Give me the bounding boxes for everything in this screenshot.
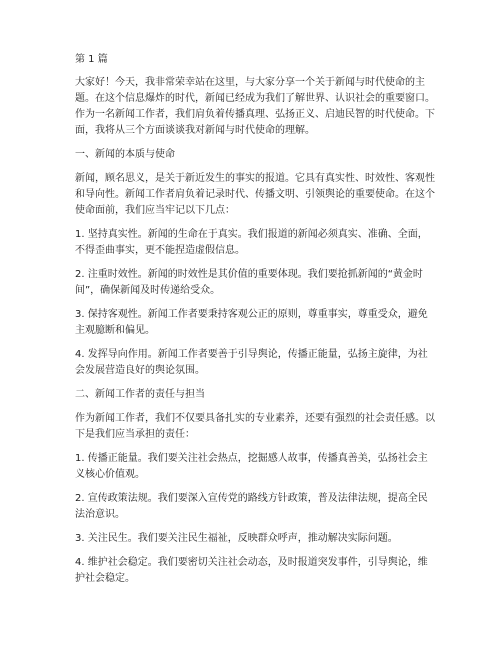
section-2-title: 二、新闻工作者的责任与担当	[75, 389, 205, 400]
page-heading: 第 1 篇	[75, 54, 108, 65]
section-2-item-2: 2. 宣传政策法规。我们要深入宣传党的路线方针政策，普及法律法规，提高全民法治意识。	[75, 493, 428, 520]
intro-paragraph: 大家好！今天，我非常荣幸站在这里，与大家分享一个关于新闻与时代使命的主题。在这个信息爆炸的时代，新闻已经成为我们了解世界、认识社会的重要窗口。作为一名新闻工作者，我们肩负着传播真理、弘扬正义、启迪民智的时代使命。下面，我将从三个方面谈谈我对新闻与时代使命的理解。	[75, 77, 435, 136]
section-2-item-1: 1. 传播正能量。我们要关注社会热点，挖掘感人故事，传播真善美，弘扬社会主义核心价值观。	[75, 453, 428, 480]
section-2-item-4: 4. 维护社会稳定。我们要密切关注社会动态，及时报道突发事件，引导舆论，维护社会稳定。	[75, 557, 428, 584]
section-2-item-3: 3. 关注民生。我们要关注民生福祉，反映群众呼声，推动解决实际问题。	[75, 533, 398, 544]
section-1-item-1: 1. 坚持真实性。新闻的生命在于真实。我们报道的新闻必须真实、准确、全面，不得歪曲事实，更不能捏造虚假信息。	[75, 229, 428, 256]
section-1-title: 一、新闻的本质与使命	[75, 149, 175, 160]
section-2-body: 作为新闻工作者，我们不仅要具备扎实的专业素养，还要有强烈的社会责任感。以下是我们应当承担的责任：	[75, 413, 435, 440]
section-1-item-4: 4. 发挥导向作用。新闻工作者要善于引导舆论，传播正能量，弘扬主旋律，为社会发展营造良好的舆论氛围。	[75, 349, 428, 376]
section-1-item-3: 3. 保持客观性。新闻工作者要秉持客观公正的原则，尊重事实，尊重受众，避免主观臆断和偏见。	[75, 309, 428, 336]
section-1-item-2: 2. 注重时效性。新闻的时效性是其价值的重要体现。我们要抢抓新闻的“黄金时间”，确保新闻及时传递给受众。	[75, 269, 423, 296]
section-1-body: 新闻，顾名思义，是关于新近发生的事实的报道。它具有真实性、时效性、客观性和导向性。新闻工作者肩负着记录时代、传播文明、引领舆论的重要使命。在这个使命面前，我们应当牢记以下几点：	[75, 173, 435, 216]
document-page	[75, 52, 435, 595]
